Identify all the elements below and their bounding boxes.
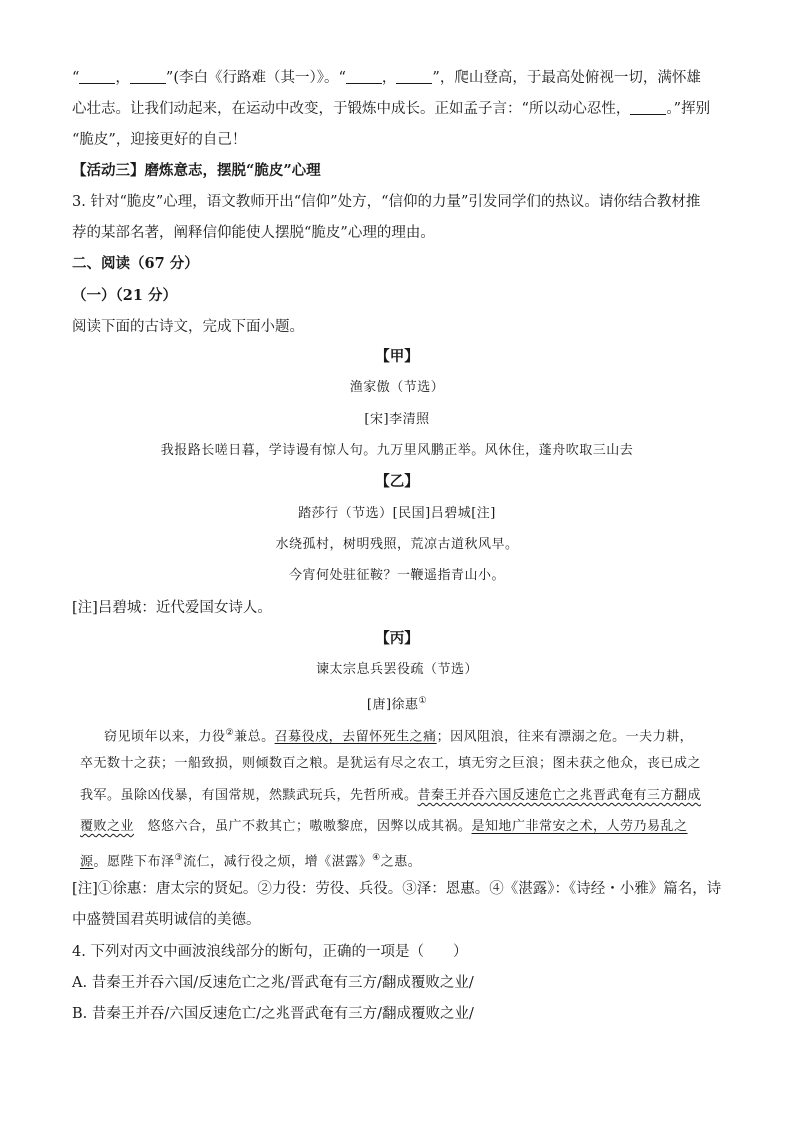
text: 兼总。: [234, 729, 275, 745]
poem-author-jia: [宋]李清照: [364, 412, 430, 427]
question-3-line-2: 荐的某部名著，阐释信仰能使人摆脱“脆皮”心理的理由。: [72, 225, 435, 241]
closing-line: “脆皮”，迎接更好的自己！: [72, 132, 247, 148]
answer-blank[interactable]: [346, 69, 382, 84]
text: ；因风阻浪，往来有漂溺之危。一夫力耕，: [436, 729, 694, 745]
text: ”(李白《行路难（其一）》。“: [165, 70, 346, 86]
footnote-mark: ①: [418, 696, 428, 706]
answer-blank[interactable]: [396, 69, 432, 84]
text: 之惠。: [380, 854, 422, 870]
poem-title-jia: 渔家傲（节选）: [349, 380, 445, 395]
footnote-mark: ④: [372, 853, 381, 863]
text: ，: [381, 70, 397, 86]
prose-line-3: [80, 786, 722, 806]
activity-tag: 【活动三】: [72, 162, 145, 179]
text: 我军。虽除凶伐暴，有国常规，然黩武玩兵，先哲所戒。: [80, 788, 418, 803]
poem-line-yi-2: 今宵何处驻征鞍？一鞭遥指青山小。: [288, 568, 505, 583]
footnote-mark: ③: [174, 853, 184, 863]
wavy-underlined-text: 昔秦王并吞六国反速危亡之兆晋武奄有三方翻成: [417, 788, 702, 803]
question-4-stem: 4. 下列对丙文中画波浪线部分的断句，正确的一项是（ ）: [72, 944, 468, 960]
fill-blank-line-1: [72, 68, 722, 88]
prose-author-bing: [0, 691, 794, 715]
text-label-bing: 【丙】: [375, 630, 419, 647]
text: “: [72, 70, 80, 86]
poem-title-yi: 踏莎行（节选）[民国]吕碧城[注]: [298, 506, 496, 521]
reading-instruction: 阅读下面的古诗文，完成下面小题。: [72, 319, 304, 335]
prose-line-1: [104, 723, 722, 747]
prose-line-2: 卒无数十之获；一船致损，则倾数百之粮。是犹运有尽之农工，填无穷之巨浪；图未获之他众，丧已成之: [80, 756, 702, 771]
text-label-yi: 【乙】: [375, 473, 419, 490]
part-title: （一）（21 分）: [72, 287, 177, 304]
answer-blank[interactable]: [630, 100, 666, 115]
text: 窃见顷年以来，力役: [104, 729, 226, 745]
text-label-jia: 【甲】: [375, 348, 419, 365]
text: 悠悠六合，虽广不救其亡；嗷嗷黎庶，因弊以成其祸。: [134, 819, 472, 834]
question-4-option-b[interactable]: B. 昔秦王并吞/六国反速危亡/之兆晋武奄有三方/翻成覆败之业/: [72, 1006, 474, 1022]
underlined-sentence: 召募役戍，去留怀死生之痛: [274, 729, 437, 745]
notes-bing-line-1: [注]①徐惠：唐太宗的贤妃。②力役：劳役、兵役。③泽：恩惠。④《湛露》：《诗经・小雅》篇名，诗: [72, 881, 722, 897]
text: ，: [115, 70, 130, 86]
text: 心壮志。让我们动起来，在运动中改变，于锻炼中成长。正如孟子言：“所以动心忍性，: [72, 101, 631, 117]
prose-line-5: [80, 848, 722, 872]
text: 。愿陛下布泽: [93, 854, 175, 870]
poem-line-yi-1: 水绕孤村，树明残照，荒凉古道秋风早。: [275, 537, 519, 552]
underlined-sentence: 源: [80, 854, 94, 870]
note-yi: [注]吕碧城：近代爱国女诗人。: [72, 600, 272, 616]
notes-bing-line-2: 中盛赞国君英明诚信的美德。: [72, 912, 261, 928]
footnote-mark: ②: [225, 728, 235, 738]
activity-title: 磨炼意志，摆脱“脆皮”心理: [144, 162, 321, 179]
activity3-heading: [72, 161, 722, 181]
question-4-option-a[interactable]: A. 昔秦王并吞六国/反速危亡之兆/晋武奄有三方/翻成覆败之业/: [72, 975, 474, 991]
question-3-line-1: 3. 针对“脆皮”心理，语文教师开出“信仰”处方，“信仰的力量”引发同学们的热议。请你结合教材推: [72, 194, 701, 210]
wavy-underlined-text: 覆败之业: [80, 819, 135, 834]
poem-text-jia: 我报路长嗟日暮，学诗谩有惊人句。九万里风鹏正举。风休住，蓬舟吹取三山去: [160, 443, 634, 458]
prose-line-4: [80, 817, 722, 837]
prose-title-bing: 谏太宗息兵罢役疏（节选）: [315, 662, 478, 677]
text: 流仁，减行役之烦，增《湛露》: [183, 854, 373, 870]
fill-blank-line-2: [72, 99, 722, 119]
author: [唐]徐惠: [366, 697, 419, 713]
underlined-sentence: 是知地广非常安之术，人劳乃易乱之: [471, 819, 688, 834]
text: ”，爬山登高，于最高处俯视一切，满怀雄: [432, 70, 701, 86]
section-title: 二、阅读（67 分）: [72, 255, 199, 272]
answer-blank[interactable]: [130, 69, 166, 84]
text: 。”挥别: [666, 101, 711, 117]
answer-blank[interactable]: [79, 69, 115, 84]
